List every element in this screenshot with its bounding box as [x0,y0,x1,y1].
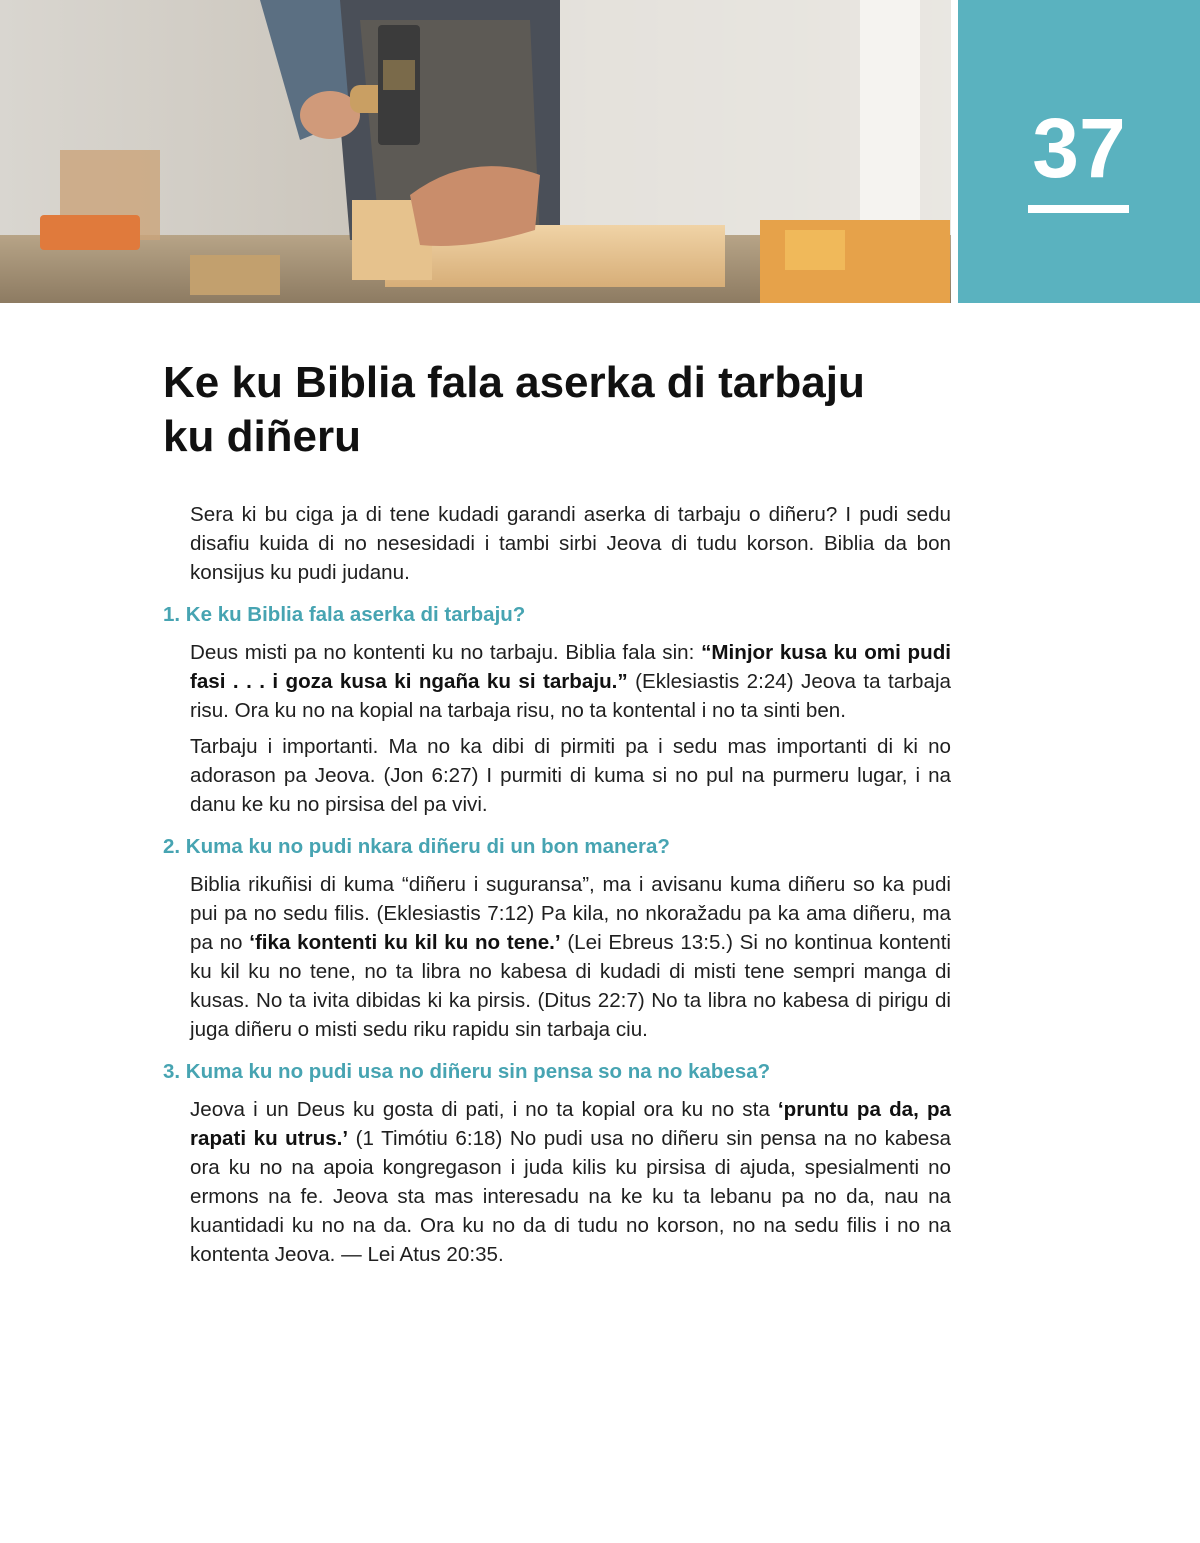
intro-paragraph: Sera ki bu ciga ja di tene kudadi garandi aserka di tarbaju o diñeru? I pudi sedu disafiu kuida di no nesesidadi i tambi sirbi Jeova di tudu korson. Biblia da bon konsijus ku pudi judanu. [190,503,951,584]
section-2-paragraph-1 [190,870,951,1044]
chapter-badge [958,0,1200,303]
section-3-text-a: Jeova i un Deus ku gosta di pati, i no ta kopial ora ku no sta [190,1098,778,1121]
section-2-heading: 2. Kuma ku no pudi nkara diñeru di un bon manera? [163,835,670,858]
section-1-heading: 1. Ke ku Biblia fala aserka di tarbaju? [163,603,526,626]
section-3-heading: 3. Kuma ku no pudi usa no diñeru sin pensa so na no kabesa? [163,1060,771,1083]
section-3-paragraph-1 [190,1095,951,1269]
chapter-number-underline [1028,205,1129,213]
carpenter-photo-illustration [0,0,951,303]
section-1-text-b: (Eklesiastis 2:24) Jeova ta tarbaja risu. Ora ku no na kopial na tarbaja risu, no ta kontental i no ta sinti ben. [190,670,951,722]
section-2-text-b: (Lei Ebreus 13:5.) Si no kontinua kontenti ku kil ku no tene, no ta libra no kabesa di kudadi di misti tene sempri manga di kusas. No ta ivita dibidas ki ka pirsis. (Ditus 22:7) No ta libra no kabesa di pirigu di juga diñeru o misti sedu riku rapidu sin tarbaja ciu. [190,931,951,1041]
section-2-text-a: Biblia rikuñisi di kuma “diñeru i suguransa”, ma i avisanu kuma diñeru so ka pudi pui pa no sedu filis. (Eklesiastis 7:12) Pa kila, no nkoražadu pa ka ama diñeru, ma pa no [190,873,951,954]
section-3-quote: ‘pruntu pa da, pa rapati ku utrus.’ [190,1098,951,1150]
section-3 [163,1059,952,1269]
section-3-text-b: (1 Timótiu 6:18) No pudi usa no diñeru sin pensa na no kabesa ora ku no na apoia kongregason i juda kilis ku pirsisa di ajuda, spesialmenti no ermons na fe. Jeova sta mas interesadu na ke ku ta lebanu pa no da, nau na kuantidadi ku no na da. Ora ku no da di tudu no korson, no na sedu filis i no na kontenta Jeova. — Lei Atus 20:35. [190,1127,952,1266]
page-title: Ke ku Biblia fala aserka di tarbaju ku diñeru [163,358,865,461]
section-1-quote: “Minjor kusa ku omi pudi fasi . . . i goza kusa ki ngaña ku si tarbaju.” [190,641,951,693]
section-2-quote: ‘fika kontenti ku kil ku no tene.’ [249,931,561,954]
main-content [163,500,952,1269]
hero-photo [0,0,951,303]
section-1-paragraph-1 [190,638,951,725]
section-1-text-a: Deus misti pa no kontenti ku no tarbaju. Biblia fala sin: [190,641,702,664]
section-2 [163,834,951,1044]
section-1-paragraph-2: Tarbaju i importanti. Ma no ka dibi di pirmiti pa i sedu mas importanti di ki no adorason pa Jeova. (Jon 6:27) I purmiti di kuma si no pul na purmeru lugar, i na danu ke ku no pirsisa del pa vivi. [190,735,951,816]
section-1 [163,602,951,819]
chapter-number: 37 [1032,101,1126,195]
